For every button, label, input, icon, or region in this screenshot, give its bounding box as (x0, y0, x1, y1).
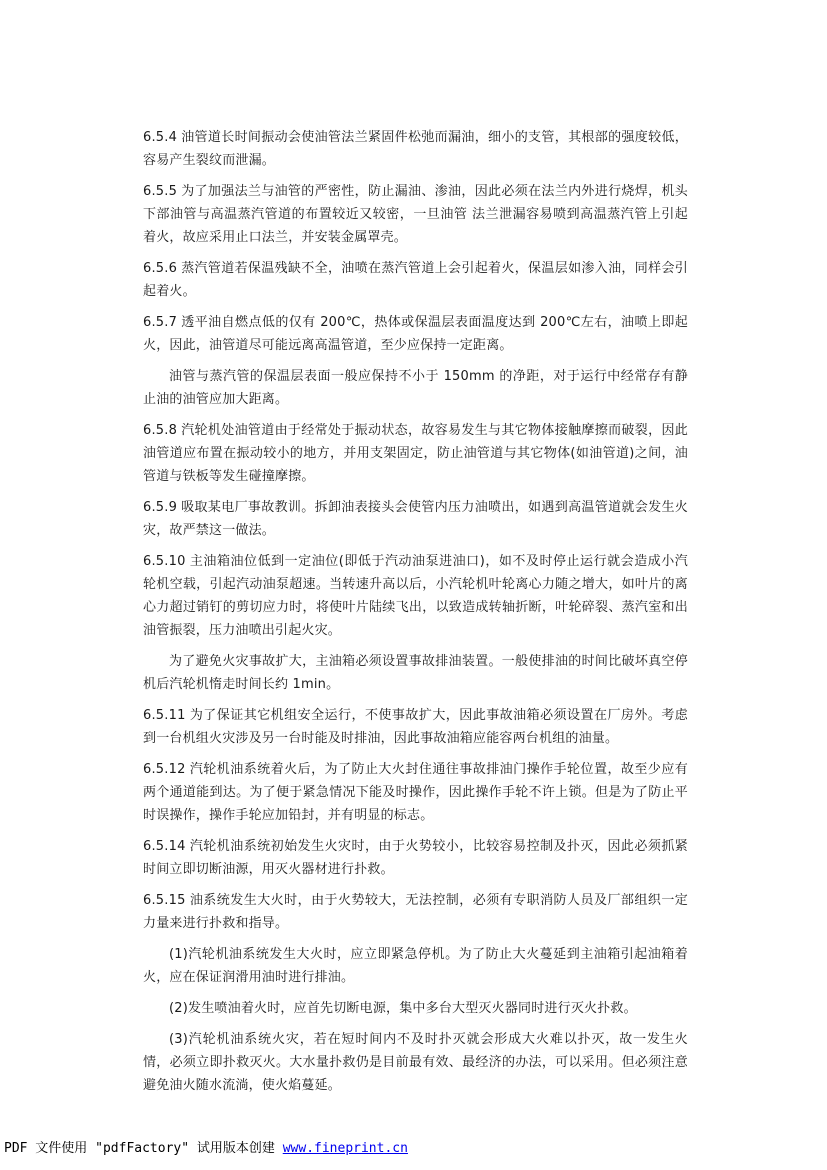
paragraph-text: (2)发生喷油着火时，应首先切断电源，集中多台大型灭火器同时进行灭火扑救。 (169, 1001, 637, 1016)
paragraph-text: 主油箱油位低到一定油位(即低于汽动油泵进油口)，如不及时停止运行就会造成小汽轮机空载，引起汽动油泵超速。当转速升高以后，小汽轮机叶轮离心力随之增大，如叶片的离心力超过销钉的剪切应力时，将使叶片陆续飞出，以致造成转轴折断，叶轮碎裂、蒸汽室和出油管振裂，压力油喷出引起火灾。 (143, 554, 688, 638)
paragraph-6-5-14 (143, 835, 688, 881)
paragraph-6-5-10 (143, 550, 688, 642)
section-number: 6.5.12 (143, 762, 186, 777)
section-number: 6.5.15 (143, 893, 186, 908)
paragraph-text: 透平油自燃点低的仅有 200℃，热体或保温层表面温度达到 200℃左右，油喷上即起火，因此，油管道尽可能远离高温管道，至少应保持一定距离。 (143, 315, 688, 353)
list-item-2 (143, 997, 688, 1020)
paragraph-text: 汽轮机油系统初始发生火灾时，由于火势较小，比较容易控制及扑灭，因此必须抓紧时间立即切断油源，用灭火器材进行扑救。 (143, 839, 688, 877)
section-number: 6.5.9 (143, 500, 178, 515)
section-number: 6.5.10 (143, 554, 186, 569)
watermark-text: PDF 文件使用 "pdfFactory" 试用版本创建 (4, 1141, 283, 1156)
paragraph-6-5-9 (143, 496, 688, 542)
paragraph-6-5-8 (143, 419, 688, 488)
paragraph-6-5-10-continued (143, 650, 688, 696)
section-number: 6.5.7 (143, 315, 178, 330)
paragraph-text: 油管道长时间振动会使油管法兰紧固件松弛而漏油，细小的支管，其根部的强度较低，容易产生裂纹而泄漏。 (143, 130, 688, 168)
list-item-3 (143, 1028, 688, 1097)
paragraph-text: 油管与蒸汽管的保温层表面一般应保持不小于 150mm 的净距，对于运行中经常存有静止油的油管应加大距离。 (143, 369, 688, 407)
paragraph-text: (1)汽轮机油系统发生大火时，应立即紧急停机。为了防止大火蔓延到主油箱引起油箱着火，应在保证润滑用油时进行排油。 (143, 947, 688, 985)
paragraph-6-5-15 (143, 889, 688, 935)
paragraph-text: 汽轮机处油管道由于经常处于振动状态，故容易发生与其它物体接触摩擦而破裂，因此油管道应布置在振动较小的地方，并用支架固定，防止油管道与其它物体(如油管道)之间，油管道与铁板等发生碰撞摩擦。 (143, 423, 688, 484)
paragraph-text: 为了避免火灾事故扩大，主油箱必须设置事故排油装置。一般使排油的时间比破坏真空停机后汽轮机惰走时间长约 1min。 (143, 654, 688, 692)
pdf-watermark-footer (4, 1137, 408, 1156)
section-number: 6.5.11 (143, 708, 186, 723)
section-number: 6.5.4 (143, 130, 178, 145)
section-number: 6.5.14 (143, 839, 186, 854)
list-item-1 (143, 943, 688, 989)
paragraph-text: (3)汽轮机油系统火灾，若在短时间内不及时扑灭就会形成大火难以扑灭，故一发生火情，必须立即扑救灭火。大水量扑救仍是目前最有效、最经济的办法，可以采用。但必须注意避免油火随水流淌，使火焰蔓延。 (143, 1032, 688, 1093)
paragraph-text: 油系统发生大火时，由于火势较大，无法控制，必须有专职消防人员及厂部组织一定力量来进行扑救和指导。 (143, 893, 688, 931)
paragraph-6-5-7 (143, 311, 688, 357)
fineprint-link[interactable]: www.fineprint.cn (282, 1141, 408, 1156)
paragraph-6-5-11 (143, 704, 688, 750)
paragraph-6-5-4 (143, 126, 688, 172)
paragraph-text: 蒸汽管道若保温残缺不全，油喷在蒸汽管道上会引起着火，保温层如渗入油，同样会引起着火。 (143, 261, 688, 299)
document-body (143, 126, 688, 1105)
section-number: 6.5.8 (143, 423, 178, 438)
paragraph-6-5-7-continued (143, 365, 688, 411)
section-number: 6.5.6 (143, 261, 178, 276)
paragraph-6-5-12 (143, 758, 688, 827)
paragraph-text: 汽轮机油系统着火后，为了防止大火封住通往事故排油门操作手轮位置，故至少应有两个通道能到达。为了便于紧急情况下能及时操作，因此操作手轮不许上锁。但是为了防止平时误操作，操作手轮应加铅封，并有明显的标志。 (143, 762, 688, 823)
paragraph-text: 吸取某电厂事故教训。拆卸油表接头会使管内压力油喷出，如遇到高温管道就会发生火灾，故严禁这一做法。 (143, 500, 688, 538)
paragraph-text: 为了保证其它机组安全运行，不使事故扩大，因此事故油箱必须设置在厂房外。考虑到一台机组火灾涉及另一台时能及时排油，因此事故油箱应能容两台机组的油量。 (143, 708, 688, 746)
paragraph-6-5-6 (143, 257, 688, 303)
section-number: 6.5.5 (143, 184, 178, 199)
paragraph-6-5-5 (143, 180, 688, 249)
paragraph-text: 为了加强法兰与油管的严密性，防止漏油、渗油，因此必须在法兰内外进行烧焊，机头下部油管与高温蒸汽管道的布置较近又较密，一旦油管 法兰泄漏容易喷到高温蒸汽管上引起着火，故应采用止口法兰，并安装金属罩壳。 (143, 184, 688, 245)
